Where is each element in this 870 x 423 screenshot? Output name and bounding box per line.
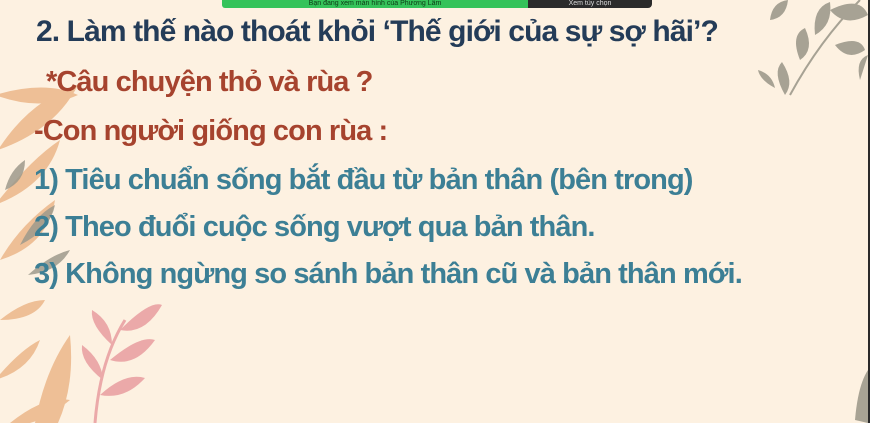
slide-title: 2. Làm thế nào thoát khỏi ‘Thế giới của sự sợ hãi’? [36,15,718,48]
view-options-button[interactable]: Xem tùy chọn [528,0,652,8]
list-item: 3) Không ngừng so sánh bản thân cũ và bản thân mới. [34,258,742,290]
screen-share-notice [222,0,652,8]
pink-leaf-branch-icon [82,304,162,423]
screen-share-message: Bạn đang xem màn hình của Phương Lâm [222,0,528,8]
story-question: *Câu chuyện thỏ và rùa ? [46,66,373,98]
comparison-heading: -Con người giống con rùa : [34,115,388,147]
right-leaf-branch-icon [758,0,868,423]
list-item: 1) Tiêu chuẩn sống bắt đầu từ bản thân (bên trong) [34,164,693,196]
list-item: 2) Theo đuổi cuộc sống vượt qua bản thân. [34,211,595,243]
